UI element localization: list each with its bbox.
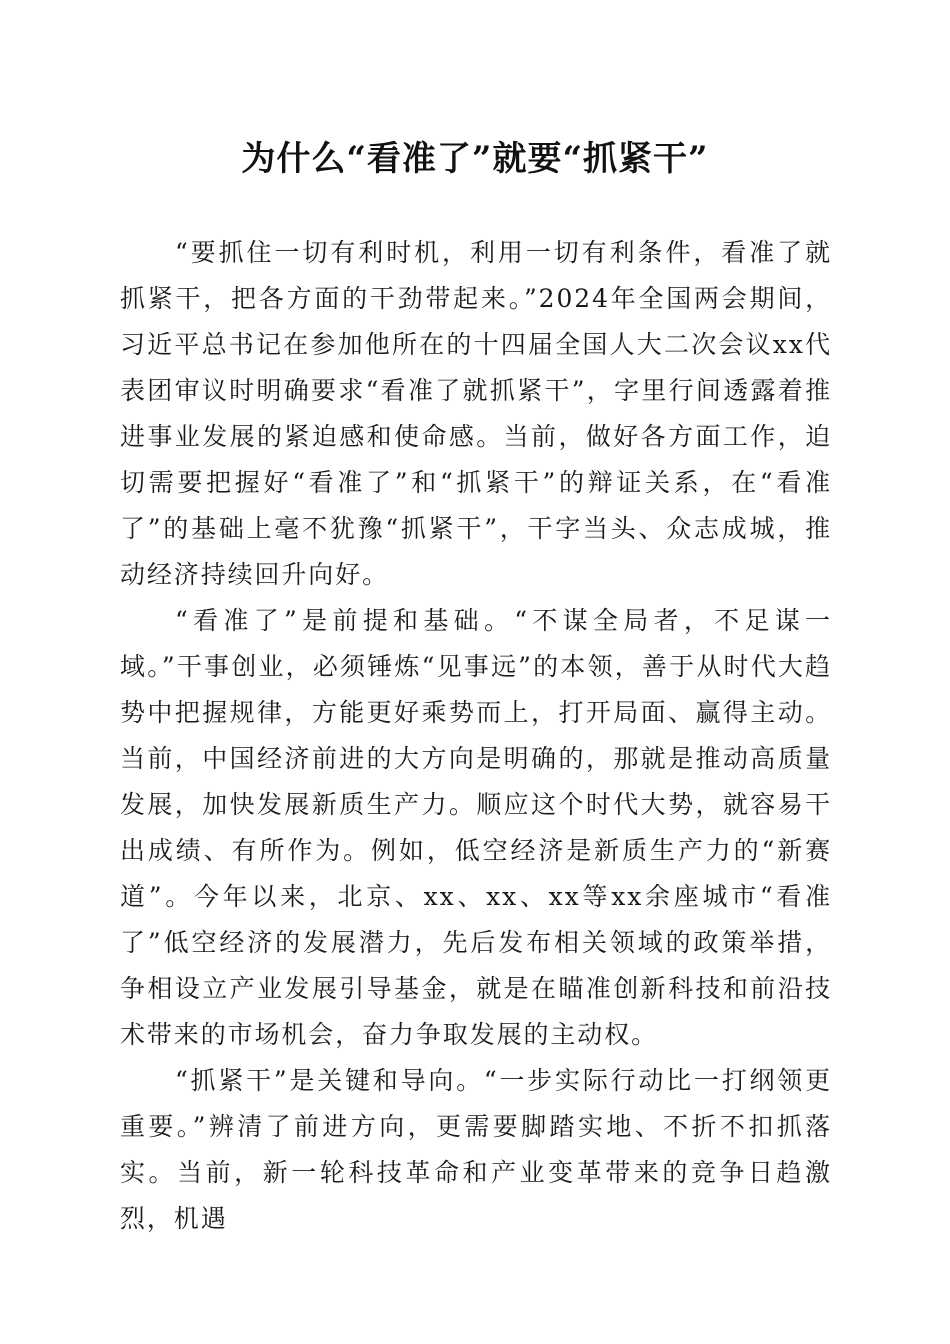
document-title: 为什么“看准了”就要“抓紧干” — [241, 139, 709, 179]
paragraph-2: “看准了”是前提和基础。“不谋全局者，不足谋一域。”干事创业，必须锤炼“见事远”的本领，善于从时代大趋势中把握规律，方能更好乘势而上，打开局面、赢得主动。当前，中国经济前进的大方向是明确的，那就是推动高质量发展，加快发展新质生产力。顺应这个时代大势，就容易干出成绩、有所作为。例如，低空经济是新质生产力的“新赛道”。今年以来，北京、xx、xx、xx等xx余座城市“看准了”低空经济的发展潜力，先后发布相关领域的政策举措，争相设立产业发展引导基金，就是在瞄准创新科技和前沿技术带来的市场机会，奋力争取发展的主动权。 — [120, 606, 832, 1049]
paragraph-3: “抓紧干”是关键和导向。“一步实际行动比一打纲领更重要。”辨清了前进方向，更需要脚踏实地、不折不扣抓落实。当前，新一轮科技革命和产业变革带来的竞争日趋激烈，机遇 — [120, 1066, 832, 1233]
paragraph-1: “要抓住一切有利时机，利用一切有利条件，看准了就抓紧干，把各方面的干劲带起来。”2024年全国两会期间，习近平总书记在参加他所在的十四届全国人大二次会议xx代表团审议时明确要求“看准了就抓紧干”，字里行间透露着推进事业发展的紧迫感和使命感。当前，做好各方面工作，迫切需要把握好“看准了”和“抓紧干”的辩证关系，在“看准了”的基础上毫不犹豫“抓紧干”，干字当头、众志成城，推动经济持续回升向好。 — [120, 238, 832, 589]
document-body — [120, 230, 832, 1242]
